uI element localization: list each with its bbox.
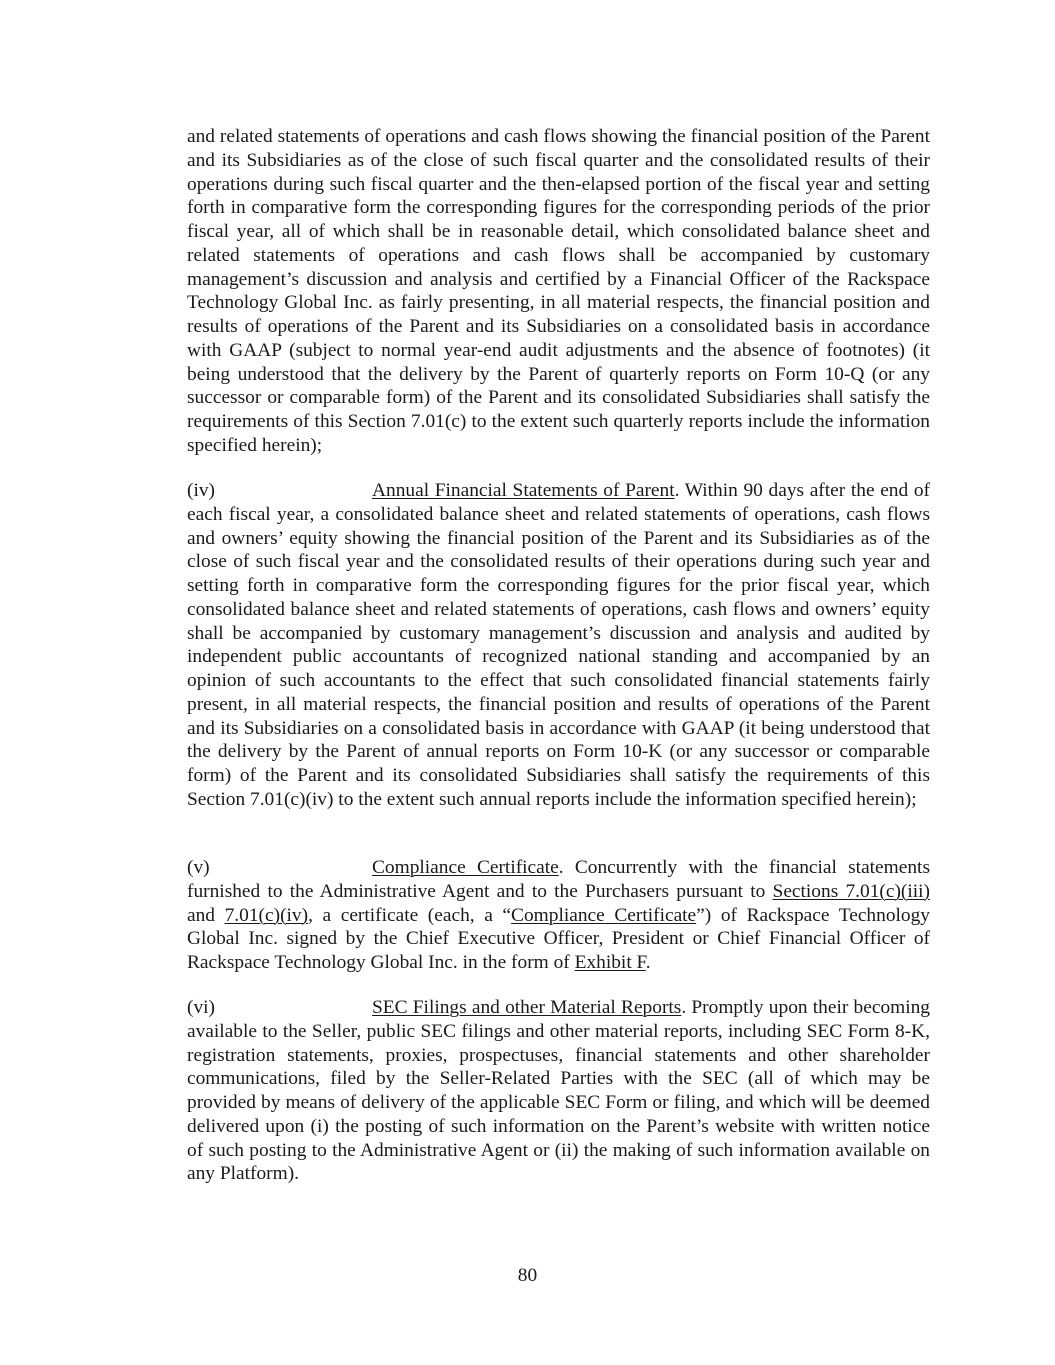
cross-reference: 7.01(c)(iv): [224, 904, 309, 926]
clause-heading: Compliance Certificate: [372, 857, 559, 878]
exhibit-reference: Exhibit F: [574, 952, 646, 973]
paragraph-text: . Concurrently with the financial statements furnished to the Administrative Agent and to the Purchasers pursuant to: [187, 857, 930, 902]
page-number: 80: [517, 1265, 538, 1286]
paragraph-text: and: [187, 904, 225, 926]
clause-heading: Annual Financial Statements of Parent: [372, 480, 675, 501]
paragraph-text: and related statements of operations and cash flows showing the financial position of the Parent and its Subsidiaries as of the close of such fiscal quarter and the consolidated results of their operations during such fiscal quarter and the then-elapsed portion of the fiscal year and setting forth in comparative form the corresponding figures for the corresponding periods of the prior fiscal year, all of which shall be in reasonable detail, which consolidated balance sheet and related statements of operations and cash flows shall be accompanied by customary management’s discussion and analysis and certified by a Financial Officer of the Rackspace Technology Global Inc. as fairly presenting, in all material respects, the financial position and results of operations of the Parent and its Subsidiaries on a consolidated basis in accordance with GAAP (subject to normal year-end audit adjustments and the absence of footnotes) (it being understood that the delivery by the Parent of quarterly reports on Form 10-Q (or any successor or comparable form) of the Parent and its consolidated Subsidiaries shall satisfy the requirements of this Section 7.01(c) to the extent such quarterly reports include the information specified herein);: [187, 126, 930, 456]
paragraph-text: .: [645, 952, 651, 973]
paragraph-continuation: [187, 125, 930, 458]
clause-number: (v): [187, 857, 210, 878]
paragraph-annual-financial-statements: [187, 479, 930, 812]
clause-number: (iv): [187, 480, 215, 501]
defined-term: Compliance Certificate: [511, 904, 697, 926]
paragraph-text: ”) of Rackspace Technology Global Inc. signed by the Chief Executive Officer, President or Chief Financial Officer of Rackspace Technology Global Inc. in the form of: [187, 904, 930, 973]
paragraph-text: . Promptly upon their becoming available to the Seller, public SEC filings and other material reports, including SEC Form 8-K, registration statements, proxies, prospectuses, financial statements and other shareholder communications, filed by the Seller-Related Parties with the SEC (all of which may be provided by means of delivery of the applicable SEC Form or filing, and which will be deemed delivered upon (i) the posting of such information on the Parent’s website with written notice of such posting to the Administrative Agent or (ii) the making of such information available on any Platform).: [187, 997, 930, 1185]
paragraph-text: , a certificate (each, a “: [308, 904, 512, 926]
cross-reference: Sections 7.01(c)(iii): [772, 880, 930, 902]
clause-heading: SEC Filings and other Material Reports: [372, 997, 682, 1018]
clause-number: (vi): [187, 997, 215, 1018]
clause-number-wrap: [187, 996, 372, 1020]
clause-number-wrap: [187, 479, 372, 503]
paragraph-text: . Within 90 days after the end of each fiscal year, a consolidated balance sheet and related statements of operations, cash flows and owners’ equity showing the financial position of the Parent and its Subsidiaries as of the close of such fiscal year and the consolidated results of their operations during such year and setting forth in comparative form the corresponding figures for the prior fiscal year, which consolidated balance sheet and related statements of operations, cash flows and owners’ equity shall be accompanied by customary management’s discussion and analysis and audited by independent public accountants of recognized national standing and accompanied by an opinion of such accountants to the effect that such consolidated financial statements fairly present, in all material respects, the financial position and results of operations of the Parent and its Subsidiaries on a consolidated basis in accordance with GAAP (it being understood that the delivery by the Parent of annual reports on Form 10-K (or any successor or comparable form) of the Parent and its consolidated Subsidiaries shall satisfy the requirements of this Section 7.01(c)(iv) to the extent such annual reports include the information specified herein);: [187, 480, 930, 810]
paragraph-sec-filings: [187, 996, 930, 1186]
paragraph-compliance-certificate: [187, 856, 930, 975]
clause-number-wrap: [187, 856, 372, 880]
